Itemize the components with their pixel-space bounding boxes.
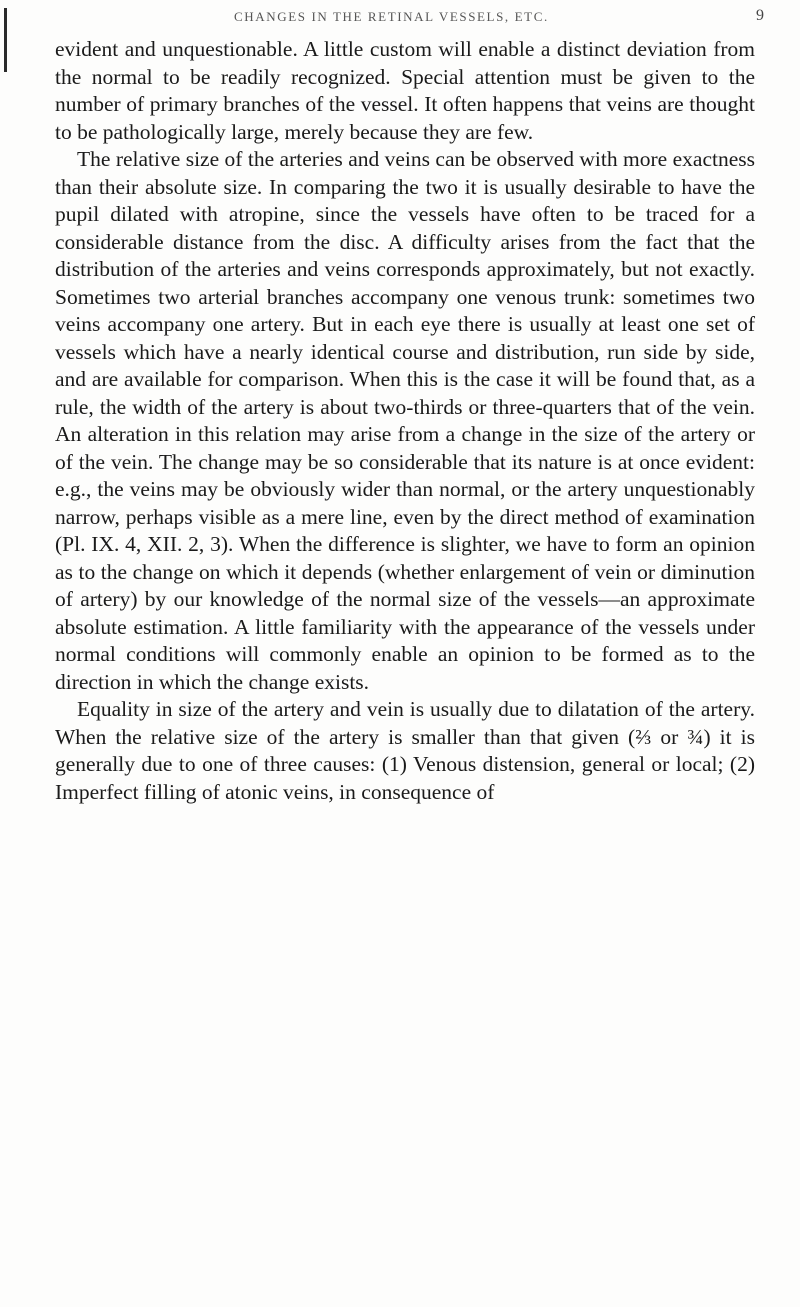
page-number: 9 [756, 7, 764, 24]
body-text [55, 36, 755, 806]
running-title: CHANGES IN THE RETINAL VESSELS, ETC. [234, 9, 549, 24]
paragraph-relative-size: The relative size of the arteries and veins can be observed with more exactness than their absolute size. In comparing the two it is usually desirable to have the pupil dilated with atropine, since the vessels have often to be traced for a considerable distance from the disc. A difficulty arises from the fact that the distribution of the arteries and veins corresponds approximately, but not exactly. Sometimes two arterial branches accompany one venous trunk: sometimes two veins accompany one artery. But in each eye there is usually at least one set of vessels which have a nearly identical course and distribution, run side by side, and are available for comparison. When this is the case it will be found that, as a rule, the width of the artery is about two-thirds or three-quarters that of the vein. An alteration in this relation may arise from a change in the size of the artery or of the vein. The change may be so considerable that its nature is at once evident: e.g., the veins may be obviously wider than normal, or the artery unquestionably narrow, perhaps visible as a mere line, even by the direct method of examination (Pl. IX. 4, XII. 2, 3). When the difference is slighter, we have to form an opinion as to the change on which it depends (whether enlargement of vein or diminution of artery) by our knowledge of the normal size of the vessels—an approximate absolute estimation. A little familiarity with the appearance of the vessels under normal conditions will commonly enable an opinion to be formed as to the direction in which the change exists. [55, 147, 755, 694]
paragraph-equality: Equality in size of the artery and vein is usually due to dilatation of the artery. When the relative size of the artery is smaller than that given (⅔ or ¾) it is generally due to one of three causes: (1) Venous distension, general or local; (2) Imperfect filling of atonic veins, in consequence of [55, 697, 755, 804]
paragraph-continued: evident and unquestionable. A little custom will enable a distinct deviation from the normal to be readily recognized. Special attention must be given to the number of primary branches of the vessel. It often happens that veins are thought to be pathologically large, merely because they are few. [55, 37, 755, 144]
running-head [0, 6, 800, 32]
